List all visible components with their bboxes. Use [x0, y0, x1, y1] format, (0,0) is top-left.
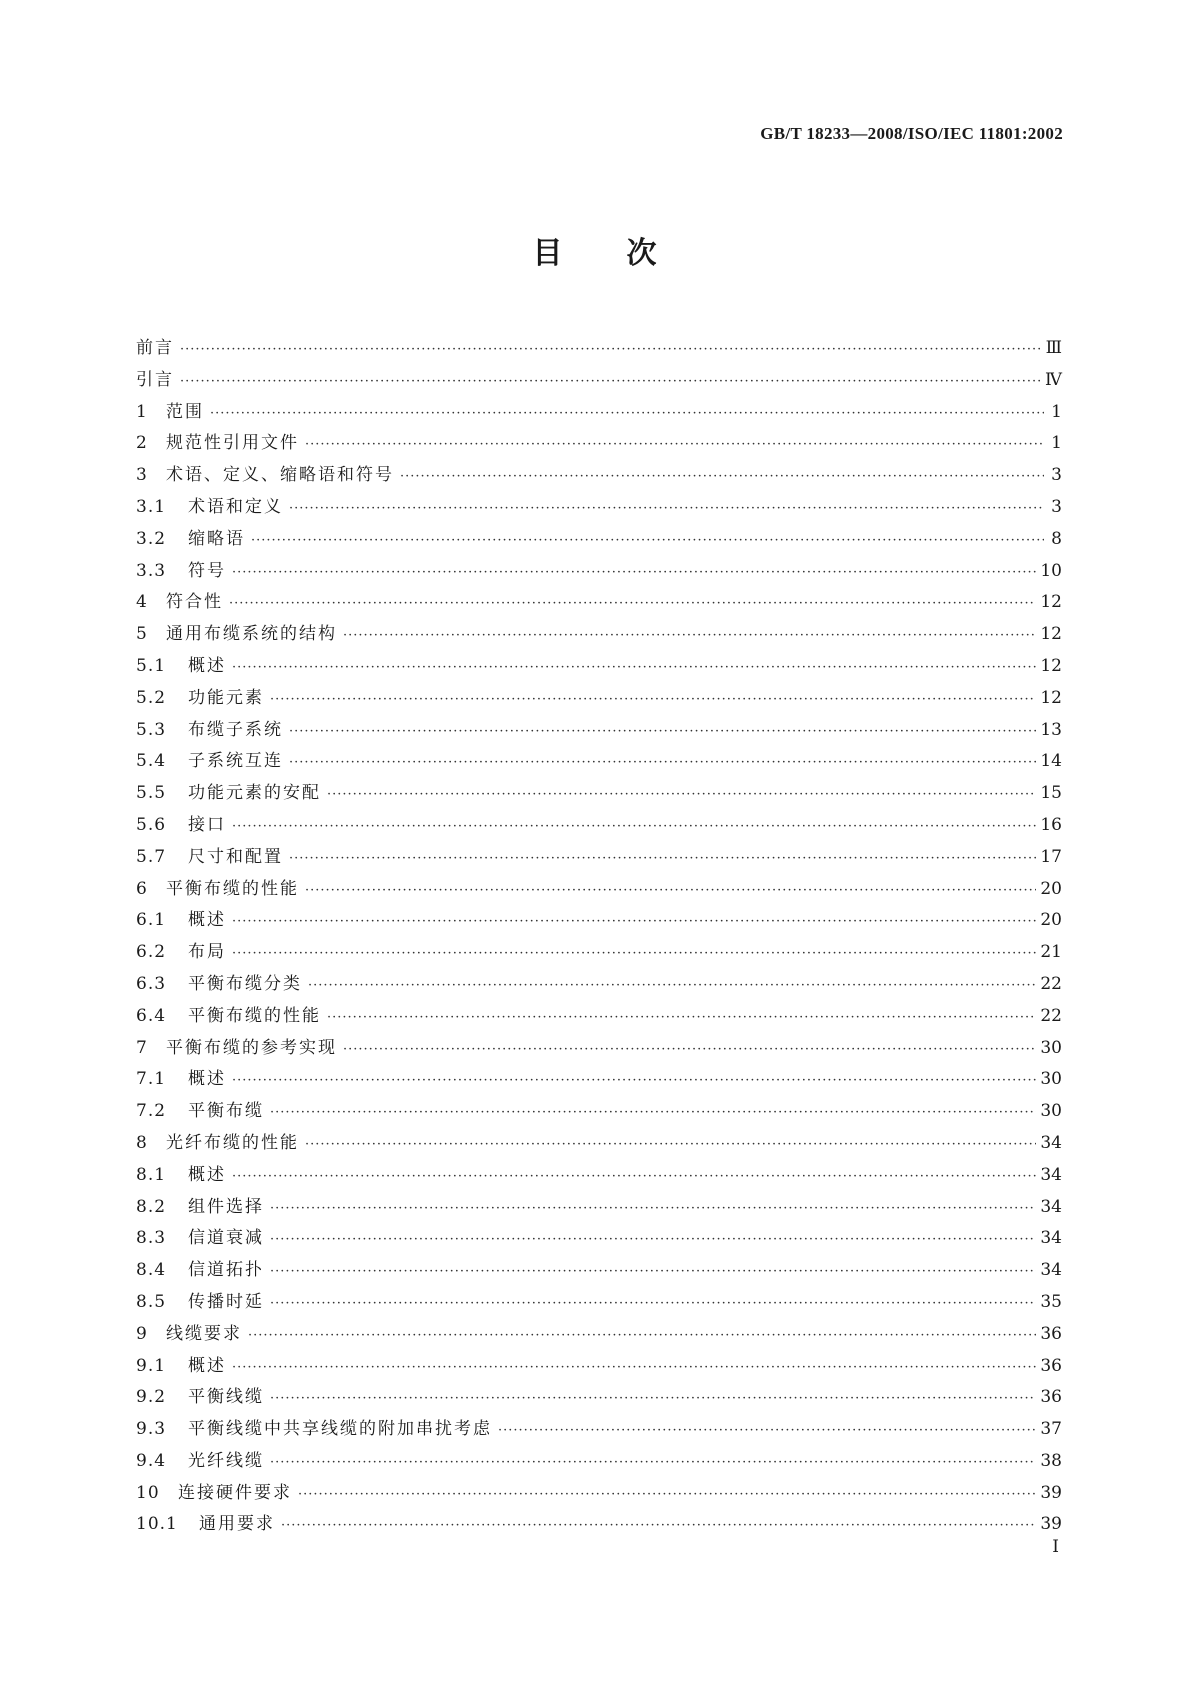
toc-entry-page: 22 [1040, 1005, 1062, 1026]
toc-entry-number: 5.6 [136, 814, 167, 835]
toc-entry-number: 9.1 [136, 1355, 167, 1376]
toc-entry-number: 6.2 [136, 942, 167, 963]
toc-entry[interactable] [136, 1287, 1062, 1319]
page-title [0, 228, 1191, 272]
toc-leader-dots [289, 747, 1036, 779]
toc-entry-page: 3 [1051, 465, 1062, 486]
toc-entry-page: 36 [1040, 1387, 1062, 1408]
toc-entry-label: 概述 [188, 1355, 226, 1376]
toc-entry-page: 1 [1051, 433, 1062, 454]
toc-entry-label: 信道拓扑 [188, 1260, 264, 1281]
page-title-part-1: 目 [532, 236, 565, 271]
toc-entry-label: 子系统互连 [188, 751, 283, 772]
toc-entry-page: 35 [1040, 1291, 1062, 1312]
toc-entry-label: 术语、定义、缩略语和符号 [166, 465, 394, 486]
toc-entry-page: 15 [1040, 783, 1062, 804]
toc-entry-number: 5.7 [136, 846, 167, 867]
toc-entry-label: 概述 [188, 910, 226, 931]
toc-leader-dots [270, 1224, 1036, 1256]
toc-entry[interactable] [136, 333, 1062, 365]
toc-entry-page: 34 [1040, 1196, 1062, 1217]
toc-entry-page: 34 [1040, 1228, 1062, 1249]
toc-leader-dots [232, 938, 1036, 970]
toc-leader-dots [232, 906, 1036, 938]
toc-entry-label: 缩略语 [188, 528, 245, 549]
toc-entry-label: 光纤线缆 [188, 1450, 264, 1471]
toc-entry-page: Ⅳ [1045, 369, 1062, 390]
toc-entry-number: 9.3 [136, 1419, 167, 1440]
toc-entry[interactable] [136, 1192, 1062, 1224]
toc-entry-number: 5.2 [136, 687, 167, 708]
toc-entry-number: 6.4 [136, 1005, 167, 1026]
toc-entry-page: 21 [1040, 942, 1062, 963]
standard-code: GB/T 18233—2008/ISO/IEC 11801:2002 [760, 124, 1063, 143]
toc-entry-label: 通用要求 [199, 1514, 275, 1535]
toc-leader-dots [210, 398, 1044, 430]
toc-leader-dots [229, 588, 1036, 620]
toc-entry-page: 34 [1040, 1164, 1062, 1185]
toc-leader-dots [343, 1034, 1036, 1066]
toc-entry-number: 3 [136, 465, 148, 486]
toc-entry[interactable] [136, 492, 1062, 524]
toc-entry-number: 7.2 [136, 1101, 167, 1122]
toc-leader-dots [180, 366, 1041, 398]
toc-entry-label: 术语和定义 [188, 496, 283, 517]
toc-entry[interactable] [136, 683, 1062, 715]
toc-entry-number: 3.1 [136, 496, 167, 517]
toc-entry-page: 12 [1040, 592, 1062, 613]
toc-entry-page: 34 [1040, 1132, 1062, 1153]
toc-leader-dots [343, 620, 1036, 652]
toc-entry-number: 6.3 [136, 973, 167, 994]
toc-leader-dots [270, 1256, 1036, 1288]
toc-entry[interactable] [136, 969, 1062, 1001]
toc-entry[interactable] [136, 1033, 1062, 1065]
toc-entry[interactable] [136, 1382, 1062, 1414]
toc-entry-number: 3.3 [136, 560, 167, 581]
toc-entry-page: 39 [1040, 1514, 1062, 1535]
toc-entry[interactable] [136, 810, 1062, 842]
toc-leader-dots [232, 1065, 1036, 1097]
toc-entry-page: 3 [1051, 496, 1062, 517]
toc-leader-dots [251, 525, 1044, 557]
toc-entry-number: 9.2 [136, 1387, 167, 1408]
toc-entry-number: 8.1 [136, 1164, 167, 1185]
toc-entry-page: 37 [1040, 1419, 1062, 1440]
toc-entry-label: 线缆要求 [166, 1323, 242, 1344]
toc-leader-dots [270, 684, 1036, 716]
toc-entry-page: 12 [1040, 624, 1062, 645]
toc-entry[interactable] [136, 874, 1062, 906]
toc-entry-label: 平衡布缆的性能 [166, 878, 299, 899]
toc-entry-label: 前言 [136, 338, 174, 358]
toc-entry-number: 9.4 [136, 1450, 167, 1471]
toc-entry-label: 平衡线缆 [188, 1387, 264, 1408]
toc-leader-dots [281, 1510, 1036, 1542]
toc-entry[interactable] [136, 778, 1062, 810]
toc-entry[interactable] [136, 1446, 1062, 1478]
toc-entry-number: 8.2 [136, 1196, 167, 1217]
toc-entry-page: 12 [1040, 687, 1062, 708]
toc-entry-page: Ⅲ [1045, 338, 1062, 358]
toc-leader-dots [270, 1097, 1036, 1129]
toc-entry-number: 1 [136, 401, 148, 422]
toc-entry-label: 功能元素的安配 [188, 783, 321, 804]
toc-leader-dots [289, 843, 1036, 875]
page-number: I [1052, 1537, 1059, 1557]
toc-entry-page: 38 [1040, 1450, 1062, 1471]
toc-entry-label: 布局 [188, 942, 226, 963]
toc-entry-label: 规范性引用文件 [166, 433, 299, 454]
toc-leader-dots [232, 652, 1036, 684]
toc-leader-dots [270, 1288, 1036, 1320]
toc-entry-number: 5.3 [136, 719, 167, 740]
toc-entry[interactable] [136, 1128, 1062, 1160]
toc-entry-number: 4 [136, 592, 148, 613]
toc-entry-label: 平衡布缆的参考实现 [166, 1037, 337, 1058]
toc-entry-page: 10 [1040, 560, 1062, 581]
toc-entry-label: 引言 [136, 369, 174, 390]
toc-leader-dots [400, 461, 1044, 493]
toc-entry-number: 6 [136, 878, 148, 899]
toc-entry[interactable] [136, 365, 1062, 397]
toc-entry-page: 39 [1040, 1482, 1062, 1503]
toc-entry-page: 22 [1040, 973, 1062, 994]
toc-entry-number: 5.1 [136, 655, 167, 676]
toc-entry-number: 8.3 [136, 1228, 167, 1249]
toc-entry-page: 30 [1040, 1037, 1062, 1058]
toc-entry-page: 12 [1040, 655, 1062, 676]
toc-entry-number: 2 [136, 433, 148, 454]
toc-entry-number: 5.5 [136, 783, 167, 804]
toc-entry-label: 概述 [188, 655, 226, 676]
toc-leader-dots [270, 1383, 1036, 1415]
toc-entry[interactable] [136, 651, 1062, 683]
toc-entry[interactable] [136, 842, 1062, 874]
toc-entry[interactable] [136, 1223, 1062, 1255]
toc-entry-page: 36 [1040, 1355, 1062, 1376]
toc-entry[interactable] [136, 715, 1062, 747]
toc-entry-page: 8 [1051, 528, 1062, 549]
toc-leader-dots [232, 1352, 1036, 1384]
toc-entry-number: 7.1 [136, 1069, 167, 1090]
toc-entry[interactable] [136, 937, 1062, 969]
toc-entry[interactable] [136, 619, 1062, 651]
toc-entry-label: 信道衰减 [188, 1228, 264, 1249]
toc-entry[interactable] [136, 746, 1062, 778]
toc-entry-number: 5 [136, 624, 148, 645]
toc-entry[interactable] [136, 460, 1062, 492]
toc-leader-dots [305, 429, 1044, 461]
toc-entry-label: 平衡线缆中共享线缆的附加串扰考虑 [188, 1419, 492, 1440]
toc-leader-dots [270, 1193, 1036, 1225]
toc-entry-number: 9 [136, 1323, 148, 1344]
toc-entry-page: 30 [1040, 1101, 1062, 1122]
toc-leader-dots [232, 1161, 1036, 1193]
toc-leader-dots [232, 557, 1036, 589]
toc-leader-dots [289, 493, 1044, 525]
toc-entry-label: 平衡布缆的性能 [188, 1005, 321, 1026]
toc-entry-label: 范围 [166, 401, 204, 422]
toc-entry-number: 5.4 [136, 751, 167, 772]
toc-entry-page: 14 [1040, 751, 1062, 772]
toc-leader-dots [298, 1479, 1036, 1511]
toc-entry-number: 6.1 [136, 910, 167, 931]
toc-entry-label: 平衡布缆 [188, 1101, 264, 1122]
toc-entry[interactable] [136, 1096, 1062, 1128]
toc-entry-label: 接口 [188, 814, 226, 835]
toc-entry-number: 8.5 [136, 1291, 167, 1312]
toc-leader-dots [180, 334, 1042, 366]
toc-entry-label: 通用布缆系统的结构 [166, 624, 337, 645]
toc-entry-label: 符号 [188, 560, 226, 581]
toc-entry[interactable] [136, 428, 1062, 460]
toc-entry[interactable] [136, 1414, 1062, 1446]
toc-leader-dots [305, 875, 1036, 907]
toc-leader-dots [305, 1129, 1036, 1161]
toc-entry-page: 36 [1040, 1323, 1062, 1344]
toc-entry-number: 8.4 [136, 1260, 167, 1281]
toc-entry-label: 布缆子系统 [188, 719, 283, 740]
toc-leader-dots [327, 1002, 1036, 1034]
toc-entry[interactable] [136, 1064, 1062, 1096]
toc-entry[interactable] [136, 556, 1062, 588]
toc-entry-label: 传播时延 [188, 1291, 264, 1312]
page-title-part-2: 次 [626, 236, 659, 271]
toc-entry-label: 光纤布缆的性能 [166, 1132, 299, 1153]
toc-leader-dots [270, 1447, 1036, 1479]
toc-entry-number: 7 [136, 1037, 148, 1058]
toc-entry-label: 尺寸和配置 [188, 846, 283, 867]
toc-entry[interactable] [136, 397, 1062, 429]
toc-entry-number: 3.2 [136, 528, 167, 549]
toc-entry[interactable] [136, 1351, 1062, 1383]
toc-entry-number: 10 [136, 1482, 160, 1503]
toc-entry[interactable] [136, 1478, 1062, 1510]
toc-entry-page: 1 [1051, 401, 1062, 422]
toc-entry-page: 20 [1040, 910, 1062, 931]
toc-leader-dots [327, 779, 1036, 811]
toc-entry[interactable] [136, 905, 1062, 937]
toc-entry-label: 平衡布缆分类 [188, 973, 302, 994]
toc-entry[interactable] [136, 1001, 1062, 1033]
toc-entry[interactable] [136, 1319, 1062, 1351]
toc-entry-page: 13 [1040, 719, 1062, 740]
toc-entry[interactable] [136, 1255, 1062, 1287]
toc-leader-dots [232, 811, 1036, 843]
toc-entry-page: 20 [1040, 878, 1062, 899]
toc-entry-label: 组件选择 [188, 1196, 264, 1217]
toc-entry-page: 34 [1040, 1260, 1062, 1281]
toc-entry-label: 概述 [188, 1069, 226, 1090]
toc-leader-dots [248, 1320, 1036, 1352]
toc-entry-page: 30 [1040, 1069, 1062, 1090]
toc-entry-label: 符合性 [166, 592, 223, 613]
toc-leader-dots [289, 716, 1036, 748]
toc-entry[interactable] [136, 1160, 1062, 1192]
toc-leader-dots [308, 970, 1036, 1002]
table-of-contents [136, 333, 1062, 1541]
toc-entry-label: 连接硬件要求 [178, 1482, 292, 1503]
toc-entry-label: 功能元素 [188, 687, 264, 708]
toc-entry-page: 17 [1040, 846, 1062, 867]
toc-entry[interactable] [136, 524, 1062, 556]
toc-entry-page: 16 [1040, 814, 1062, 835]
toc-entry[interactable] [136, 587, 1062, 619]
toc-entry-number: 10.1 [136, 1514, 178, 1535]
toc-leader-dots [498, 1415, 1036, 1447]
toc-entry[interactable] [136, 1509, 1062, 1541]
toc-entry-label: 概述 [188, 1164, 226, 1185]
toc-entry-number: 8 [136, 1132, 148, 1153]
